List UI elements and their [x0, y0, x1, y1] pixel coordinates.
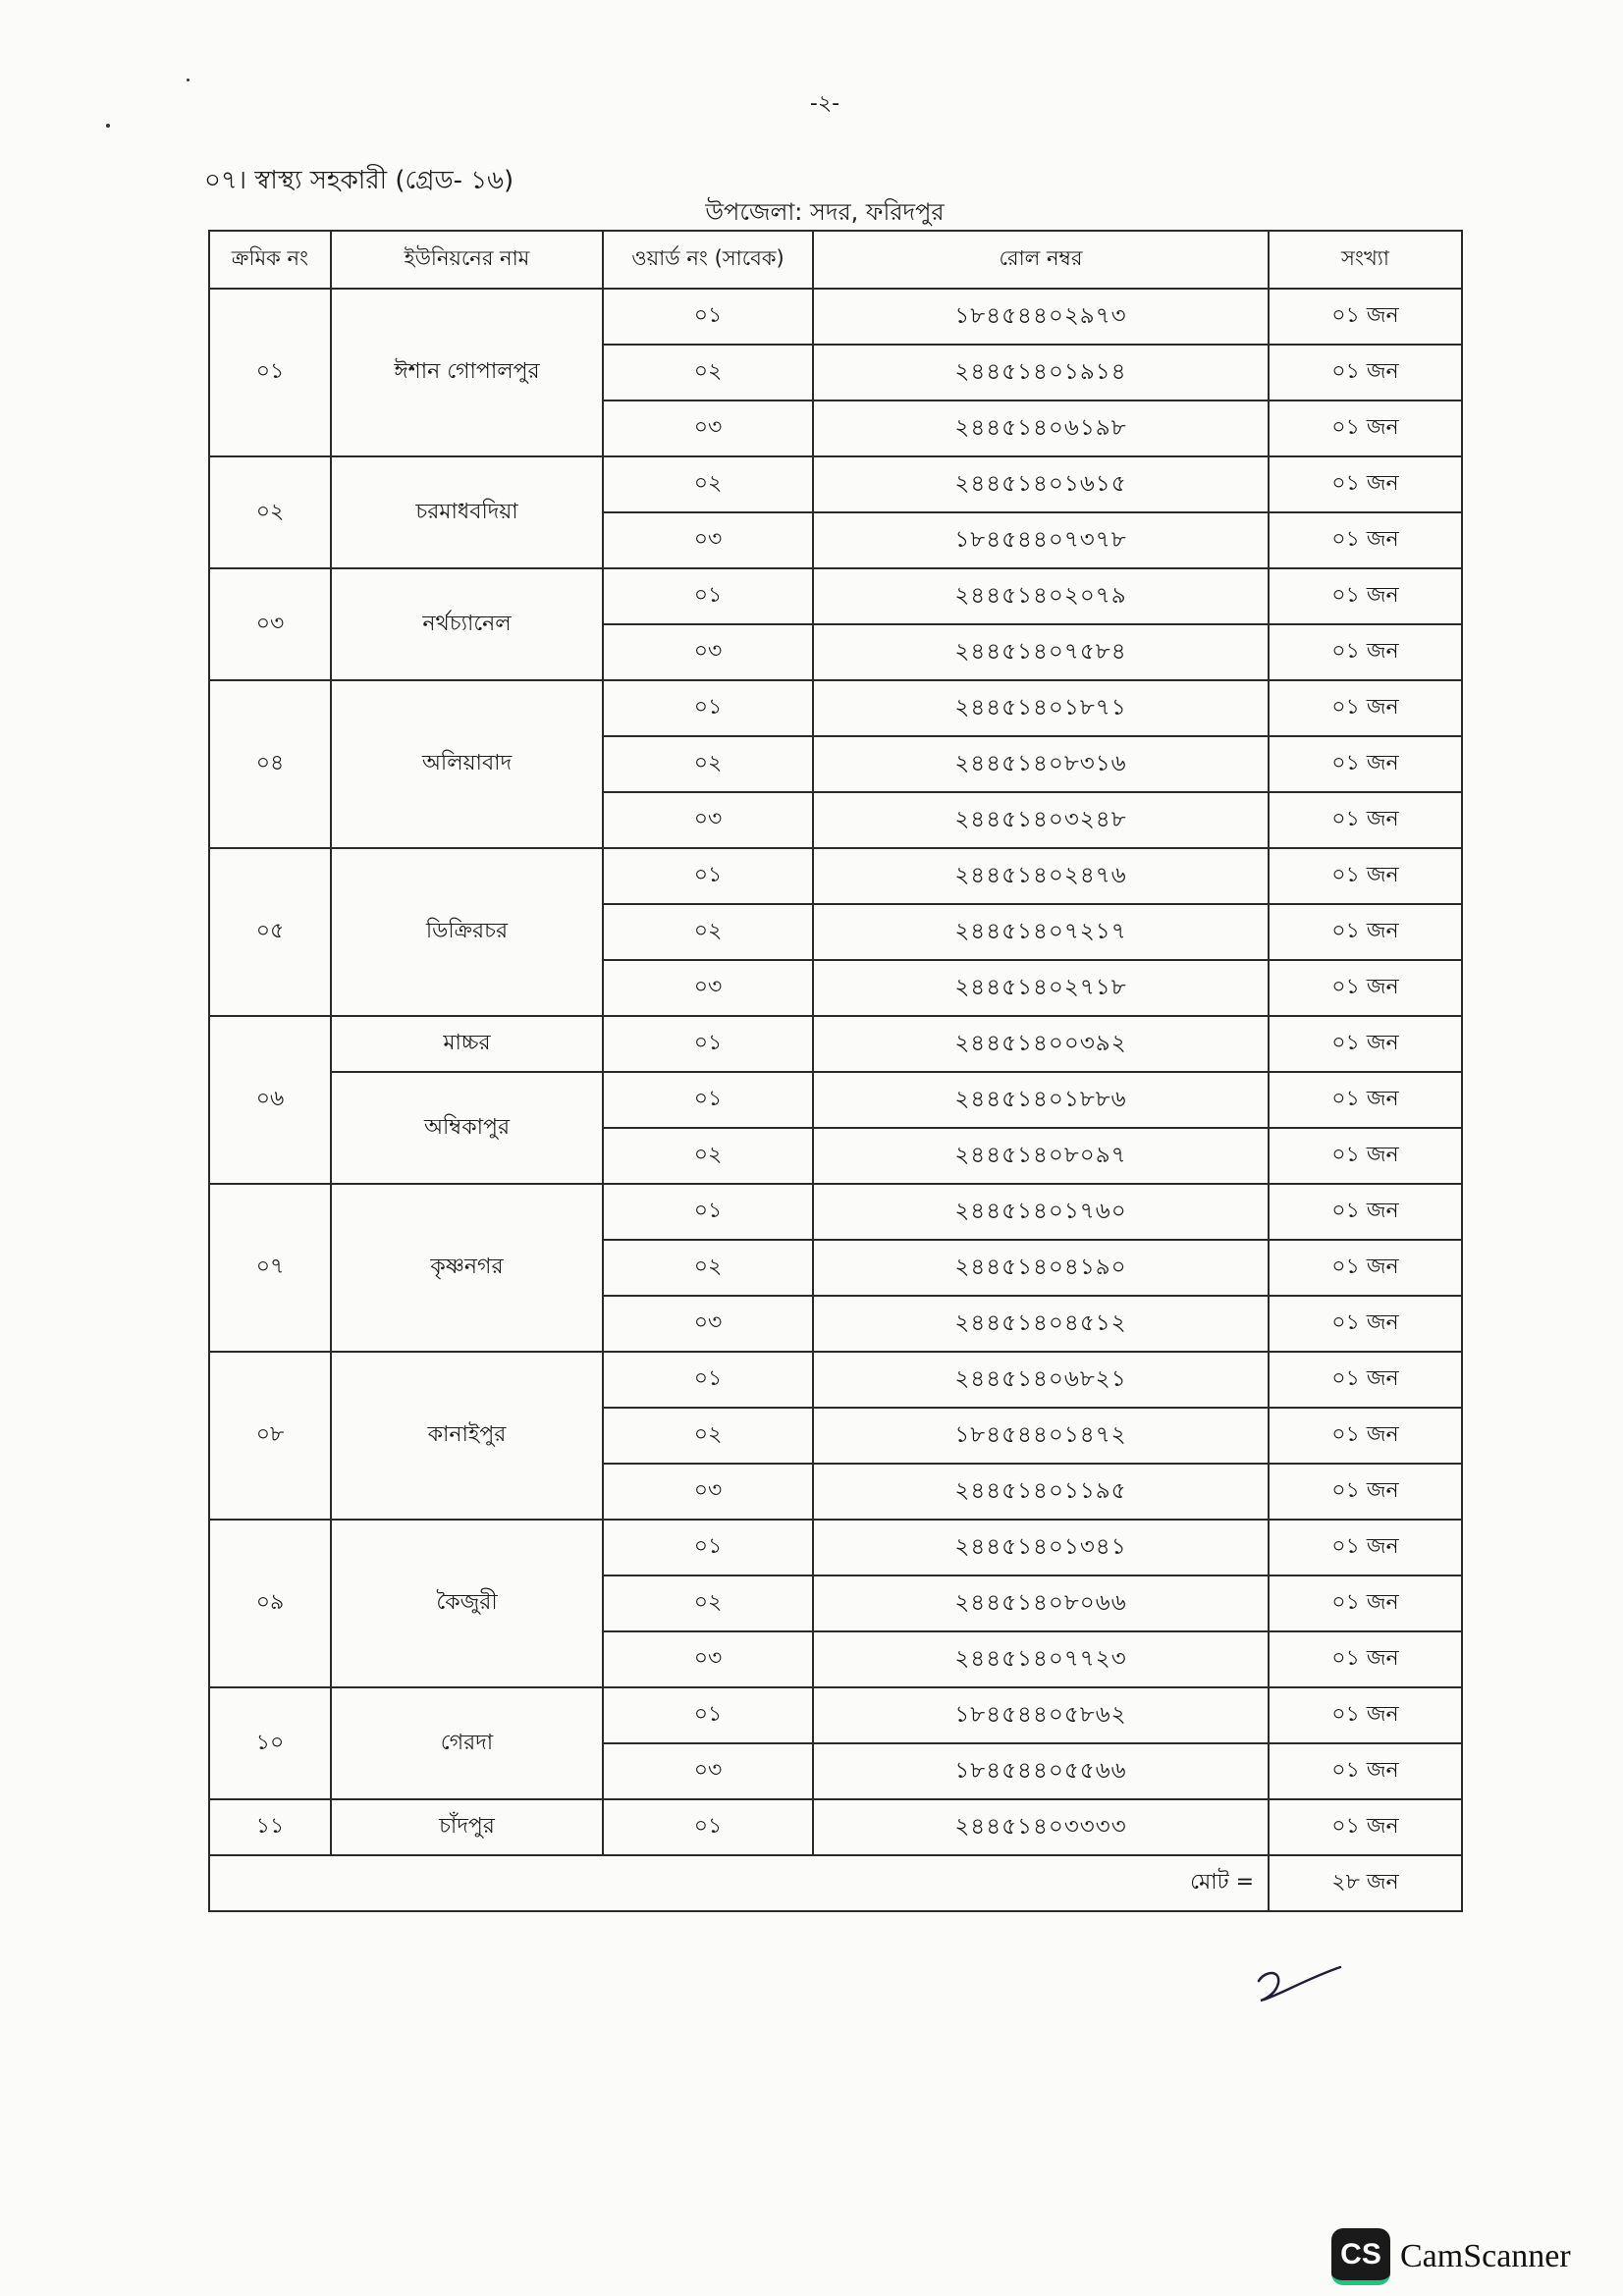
count-cell: ০১ জন: [1269, 960, 1462, 1016]
roll-cell: ২৪৪৫১৪০২৪৭৬: [813, 848, 1269, 904]
union-cell: নর্থচ্যানেল: [331, 568, 603, 680]
count-cell: ০১ জন: [1269, 1631, 1462, 1687]
count-cell: ০১ জন: [1269, 1520, 1462, 1575]
header-serial: ক্রমিক নং: [209, 231, 331, 289]
count-cell: ০১ জন: [1269, 1072, 1462, 1128]
count-cell: ০১ জন: [1269, 345, 1462, 400]
ward-cell: ০১: [603, 1072, 813, 1128]
serial-cell: ০২: [209, 456, 331, 568]
count-cell: ০১ জন: [1269, 904, 1462, 960]
ward-cell: ০১: [603, 1016, 813, 1072]
header-roll: রোল নম্বর: [813, 231, 1269, 289]
count-cell: ০১ জন: [1269, 400, 1462, 456]
serial-cell: ০১: [209, 289, 331, 456]
camscanner-label: CamScanner: [1400, 2238, 1571, 2274]
count-cell: ০১ জন: [1269, 1296, 1462, 1352]
table-row: [209, 289, 1462, 345]
table-row: [209, 1184, 1462, 1240]
roll-cell: ২৪৪৫১৪০৪১৯০: [813, 1240, 1269, 1296]
ward-cell: ০১: [603, 1184, 813, 1240]
count-cell: ০১ জন: [1269, 289, 1462, 345]
roll-cell: ২৪৪৫১৪০৭২১৭: [813, 904, 1269, 960]
ward-cell: ০১: [603, 1687, 813, 1743]
count-cell: ০১ জন: [1269, 1408, 1462, 1464]
ward-cell: ০৩: [603, 792, 813, 848]
ward-cell: ০৩: [603, 400, 813, 456]
count-cell: ০১ জন: [1269, 568, 1462, 624]
camscanner-logo-icon: CS: [1331, 2228, 1390, 2285]
table-row: [209, 1352, 1462, 1408]
count-cell: ০১ জন: [1269, 1184, 1462, 1240]
total-row: [209, 1855, 1462, 1911]
ward-cell: ০১: [603, 680, 813, 736]
count-cell: ০১ জন: [1269, 792, 1462, 848]
roll-table: [208, 230, 1463, 1912]
roll-cell: ২৪৪৫১৪০৩২৪৮: [813, 792, 1269, 848]
scan-speck: [187, 79, 189, 81]
serial-cell: ০৩: [209, 568, 331, 680]
roll-cell: ২৪৪৫১৪০৬৮২১: [813, 1352, 1269, 1408]
union-cell: কৃষ্ণনগর: [331, 1184, 603, 1352]
count-cell: ০১ জন: [1269, 1352, 1462, 1408]
count-cell: ০১ জন: [1269, 1016, 1462, 1072]
total-label: মোট =: [209, 1855, 1269, 1911]
count-cell: ০১ জন: [1269, 1743, 1462, 1799]
ward-cell: ০৩: [603, 1464, 813, 1520]
serial-cell: ০৮: [209, 1352, 331, 1520]
roll-cell: ২৪৪৫১৪০৭৫৮৪: [813, 624, 1269, 680]
ward-cell: ০১: [603, 848, 813, 904]
roll-cell: ২৪৪৫১৪০৮০৯৭: [813, 1128, 1269, 1184]
count-cell: ০১ জন: [1269, 1128, 1462, 1184]
table-header-row: [209, 231, 1462, 289]
roll-cell: ২৪৪৫১৪০১১৯৫: [813, 1464, 1269, 1520]
roll-cell: ২৪৪৫১৪০৮৩১৬: [813, 736, 1269, 792]
serial-cell: ১০: [209, 1687, 331, 1799]
table-row: [209, 848, 1462, 904]
serial-cell: ০৭: [209, 1184, 331, 1352]
union-cell: মাচ্চর: [331, 1016, 603, 1072]
union-cell: ডিক্রিরচর: [331, 848, 603, 1016]
ward-cell: ০৩: [603, 1631, 813, 1687]
ward-cell: ০৩: [603, 512, 813, 568]
ward-cell: ০২: [603, 904, 813, 960]
roll-cell: ২৪৪৫১৪০৩৩৩৩: [813, 1799, 1269, 1855]
signature-mark: [1247, 1953, 1355, 2012]
table-row: [209, 1687, 1462, 1743]
roll-cell: ২৪৪৫১৪০১৯১৪: [813, 345, 1269, 400]
ward-cell: ০১: [603, 1352, 813, 1408]
ward-cell: ০২: [603, 1128, 813, 1184]
union-cell: কানাইপুর: [331, 1352, 603, 1520]
ward-cell: ০১: [603, 289, 813, 345]
camscanner-watermark: [1331, 2228, 1571, 2285]
header-ward: ওয়ার্ড নং (সাবেক): [603, 231, 813, 289]
ward-cell: ০৩: [603, 960, 813, 1016]
ward-cell: ০৩: [603, 1296, 813, 1352]
ward-cell: ০২: [603, 1240, 813, 1296]
union-cell: চরমাধবদিয়া: [331, 456, 603, 568]
count-cell: ০১ জন: [1269, 1240, 1462, 1296]
roll-cell: ২৪৪৫১৪০১৭৬০: [813, 1184, 1269, 1240]
page-number: -২-: [809, 91, 840, 116]
roll-cell: ২৪৪৫১৪০২৭১৮: [813, 960, 1269, 1016]
upazila-subheading: উপজেলা: সদর, ফরিদপুর: [705, 198, 945, 226]
count-cell: ০১ জন: [1269, 1575, 1462, 1631]
count-cell: ০১ জন: [1269, 456, 1462, 512]
roll-cell: ২৪৪৫১৪০১৮৮৬: [813, 1072, 1269, 1128]
roll-cell: ২৪৪৫১৪০৪৫১২: [813, 1296, 1269, 1352]
ward-cell: ০৩: [603, 624, 813, 680]
header-union: ইউনিয়নের নাম: [331, 231, 603, 289]
ward-cell: ০১: [603, 1520, 813, 1575]
ward-cell: ০১: [603, 1799, 813, 1855]
roll-cell: ১৮৪৫৪৪০৭৩৭৮: [813, 512, 1269, 568]
union-cell: অম্বিকাপুর: [331, 1072, 603, 1184]
roll-cell: ২৪৪৫১৪০৬১৯৮: [813, 400, 1269, 456]
roll-cell: ২৪৪৫১৪০৮০৬৬: [813, 1575, 1269, 1631]
union-cell: কৈজুরী: [331, 1520, 603, 1687]
total-value: ২৮ জন: [1269, 1855, 1462, 1911]
count-cell: ০১ জন: [1269, 680, 1462, 736]
serial-cell: ০৪: [209, 680, 331, 848]
count-cell: ০১ জন: [1269, 1464, 1462, 1520]
table-row: [209, 1799, 1462, 1855]
serial-cell: ০৫: [209, 848, 331, 1016]
table-row: [209, 1520, 1462, 1575]
roll-cell: ১৮৪৫৪৪০৫৮৬২: [813, 1687, 1269, 1743]
table-row: [209, 456, 1462, 512]
union-cell: ঈশান গোপালপুর: [331, 289, 603, 456]
union-cell: চাঁদপুর: [331, 1799, 603, 1855]
count-cell: ০১ জন: [1269, 624, 1462, 680]
section-heading: ০৭। স্বাস্থ্য সহকারী (গ্রেড- ১৬): [204, 166, 514, 195]
union-cell: গেরদা: [331, 1687, 603, 1799]
roll-cell: ২৪৪৫১৪০১৬১৫: [813, 456, 1269, 512]
ward-cell: ০১: [603, 568, 813, 624]
ward-cell: ০২: [603, 736, 813, 792]
table-row: [209, 1072, 1462, 1128]
count-cell: ০১ জন: [1269, 1799, 1462, 1855]
serial-cell: ০৬: [209, 1016, 331, 1184]
ward-cell: ০২: [603, 456, 813, 512]
table-row: [209, 680, 1462, 736]
ward-cell: ০২: [603, 1575, 813, 1631]
roll-cell: ২৪৪৫১৪০১৩৪১: [813, 1520, 1269, 1575]
roll-cell: ২৪৪৫১৪০৭৭২৩: [813, 1631, 1269, 1687]
header-count: সংখ্যা: [1269, 231, 1462, 289]
count-cell: ০১ জন: [1269, 1687, 1462, 1743]
serial-cell: ১১: [209, 1799, 331, 1855]
roll-cell: ১৮৪৫৪৪০১৪৭২: [813, 1408, 1269, 1464]
ward-cell: ০২: [603, 345, 813, 400]
roll-cell: ১৮৪৫৪৪০৫৫৬৬: [813, 1743, 1269, 1799]
table-row: [209, 568, 1462, 624]
union-cell: অলিয়াবাদ: [331, 680, 603, 848]
roll-cell: ১৮৪৫৪৪০২৯৭৩: [813, 289, 1269, 345]
scan-speck: [106, 124, 110, 128]
ward-cell: ০২: [603, 1408, 813, 1464]
ward-cell: ০৩: [603, 1743, 813, 1799]
table-row: [209, 1016, 1462, 1072]
roll-cell: ২৪৪৫১৪০০৩৯২: [813, 1016, 1269, 1072]
serial-cell: ০৯: [209, 1520, 331, 1687]
count-cell: ০১ জন: [1269, 512, 1462, 568]
count-cell: ০১ জন: [1269, 848, 1462, 904]
roll-cell: ২৪৪৫১৪০২০৭৯: [813, 568, 1269, 624]
count-cell: ০১ জন: [1269, 736, 1462, 792]
roll-cell: ২৪৪৫১৪০১৮৭১: [813, 680, 1269, 736]
